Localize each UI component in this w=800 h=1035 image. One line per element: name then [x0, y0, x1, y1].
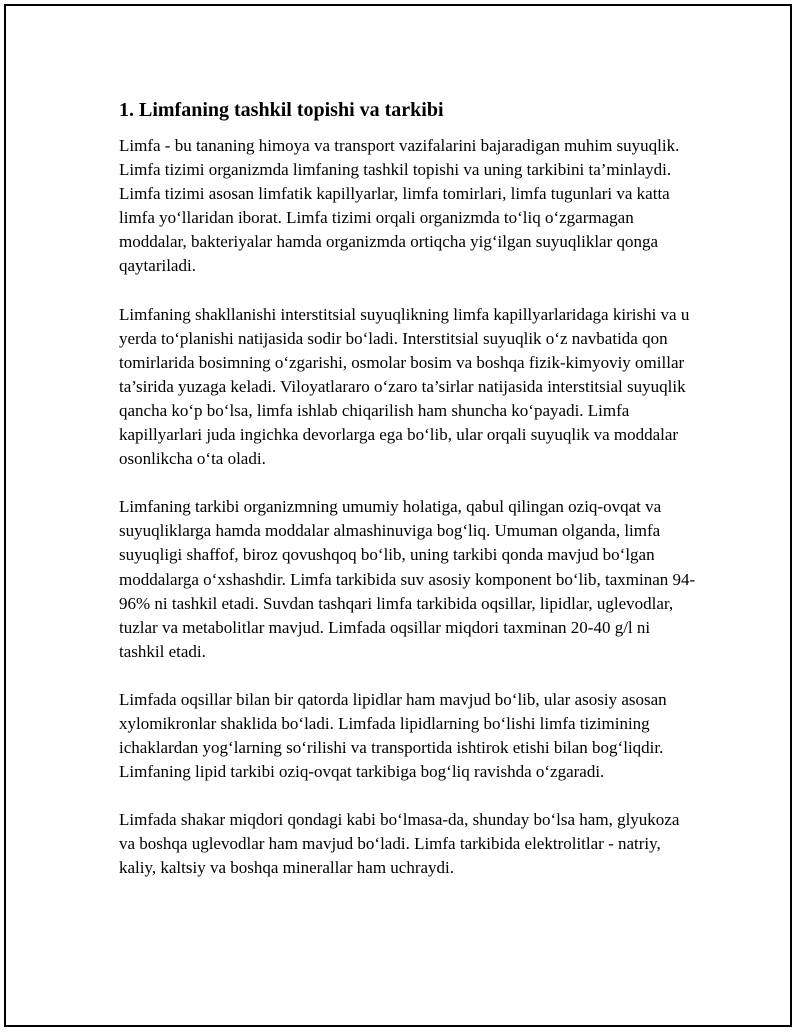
paragraph-2: Limfaning shakllanishi interstitsial suyuqlikning limfa kapillyarlaridaga kirishi va u yerda to‘planishi natijasida sodir bo‘ladi. Interstitsial suyuqlik o‘z navbatida qon tomirlarida bosimning o‘zgarishi, osmolar bosim va boshqa fizik-kimyoviy omillar ta’sirida yuzaga keladi. Viloyatlararo o‘zaro ta’sirlar natijasida interstitsial suyuqlik qancha ko‘p bo‘lsa, limfa ishlab chiqarilish ham shuncha ko‘payadi. Limfa kapillyarlari juda ingichka devorlarga ega bo‘lib, ular orqali suyuqlik va moddalar osonlikcha o‘ta oladi. — [119, 304, 690, 469]
paragraph-1: Limfa - bu tananing himoya va transport vazifalarini bajaradigan muhim suyuqlik. Limfa tizimi organizmda limfaning tashkil topishi va uning tarkibini ta’minlaydi. Limfa tizimi asosan limfatik kapillyarlar, limfa tomirlari, limfa tugunlari va katta limfa yo‘llaridan iborat. Limfa tizimi orqali organizmda to‘liq o‘zgarmagan moddalar, bakteriyalar hamda organizmda ortiqcha yig‘ilgan suyuqliklar qonga qaytariladi. — [119, 136, 680, 276]
page-frame — [4, 4, 792, 1027]
paragraph-4: Limfada oqsillar bilan bir qatorda lipidlar ham mavjud bo‘lib, ular asosiy asosan xylomikronlar shaklida bo‘ladi. Limfada lipidlarning bo‘lishi limfa tizimining ichaklardan yog‘larning so‘rilishi va transportida ishtirok etishi bilan bog‘liqdir. Limfaning lipid tarkibi oziq-ovqat tarkibiga bog‘liq ravishda o‘zgaradi. — [119, 689, 667, 782]
section-heading: 1. Limfaning tashkil topishi va tarkibi — [119, 99, 444, 121]
paragraph-3: Limfaning tarkibi organizmning umumiy holatiga, qabul qilingan oziq-ovqat va suyuqliklarga hamda moddalar almashinuviga bog‘liq. Umuman olganda, limfa suyuqligi shaffof, biroz qovushqoq bo‘lib, uning tarkibi qonda mavjud bo‘lgan moddalarga o‘xshashdir. Limfa tarkibida suv asosiy komponent bo‘lib, taxminan 94-96% ni tashkil etadi. Suvdan tashqari limfa tarkibida oqsillar, lipidlar, uglevodlar, tuzlar va metabolitlar mavjud. Limfada oqsillar miqdori taxminan 20-40 g/l ni tashkil etadi. — [119, 497, 696, 661]
document-content — [119, 96, 699, 905]
paragraph-5: Limfada shakar miqdori qondagi kabi bo‘lmasa-da, shunday bo‘lsa ham, glyukoza va boshqa uglevodlar ham mavjud bo‘ladi. Limfa tarkibida elektrolitlar - natriy, kaliy, kaltsiy va boshqa minerallar ham uchraydi. — [119, 810, 680, 878]
